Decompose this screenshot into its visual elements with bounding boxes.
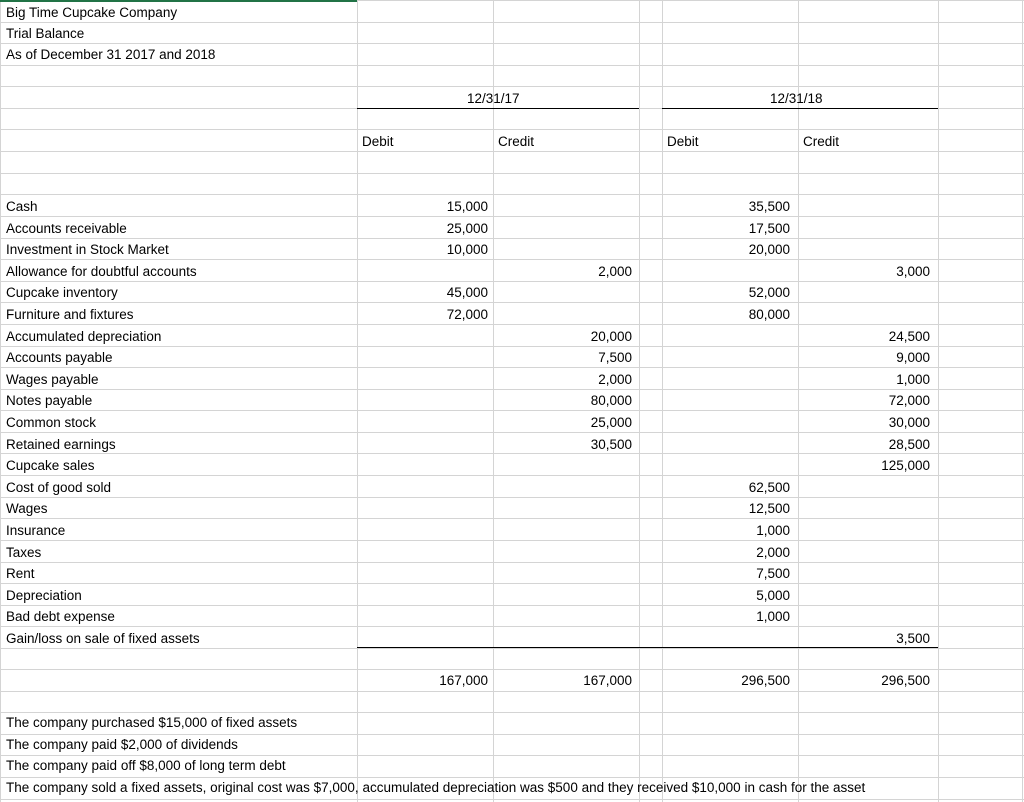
note-debt-payoff[interactable]: The company paid off $8,000 of long term debt bbox=[6, 758, 286, 773]
amount-cell-d18[interactable]: 62,500 bbox=[748, 480, 790, 495]
debit-2018-header[interactable]: Debit bbox=[667, 134, 699, 149]
date-2017-header[interactable]: 12/31/17 bbox=[467, 91, 520, 106]
row-gridline bbox=[0, 540, 1024, 541]
amount-cell-c18[interactable]: 28,500 bbox=[888, 437, 930, 452]
amount-cell-c17[interactable]: 25,000 bbox=[590, 415, 632, 430]
row-gridline bbox=[0, 691, 1024, 692]
row-gridline bbox=[0, 648, 1024, 649]
total-debit-2018[interactable]: 296,500 bbox=[741, 673, 790, 688]
amount-cell-d17[interactable]: 10,000 bbox=[446, 242, 488, 257]
amount-cell-d18[interactable]: 80,000 bbox=[748, 307, 790, 322]
amount-cell-d17[interactable]: 25,000 bbox=[446, 221, 488, 236]
row-gridline bbox=[0, 238, 1024, 239]
account-label[interactable]: Bad debt expense bbox=[6, 609, 115, 624]
row-gridline bbox=[0, 43, 1024, 44]
amount-cell-c18[interactable]: 1,000 bbox=[896, 372, 930, 387]
row-gridline bbox=[0, 259, 1024, 260]
row-gridline bbox=[0, 734, 1024, 735]
column-gridline bbox=[938, 0, 939, 802]
row-gridline bbox=[0, 562, 1024, 563]
company-name-cell[interactable]: Big Time Cupcake Company bbox=[6, 5, 178, 20]
row-gridline bbox=[0, 410, 1024, 411]
amount-cell-c17[interactable]: 20,000 bbox=[590, 329, 632, 344]
total-credit-2018[interactable]: 296,500 bbox=[881, 673, 930, 688]
row-gridline bbox=[0, 432, 1024, 433]
account-label[interactable]: Retained earnings bbox=[6, 437, 116, 452]
row-gridline bbox=[0, 605, 1024, 606]
amount-cell-d18[interactable]: 1,000 bbox=[756, 523, 790, 538]
selection-indicator bbox=[0, 0, 357, 2]
amount-cell-d17[interactable]: 45,000 bbox=[446, 285, 488, 300]
column-gridline bbox=[798, 0, 799, 802]
column-gridline bbox=[639, 0, 640, 802]
amount-cell-d18[interactable]: 7,500 bbox=[756, 566, 790, 581]
date-2018-underline bbox=[662, 108, 938, 109]
row-gridline bbox=[0, 324, 1024, 325]
row-gridline bbox=[0, 799, 1024, 800]
note-dividends[interactable]: The company paid $2,000 of dividends bbox=[6, 737, 238, 752]
row-gridline bbox=[0, 475, 1024, 476]
date-2018-header[interactable]: 12/31/18 bbox=[770, 91, 823, 106]
amount-cell-d18[interactable]: 52,000 bbox=[748, 285, 790, 300]
column-gridline bbox=[662, 0, 663, 802]
column-gridline bbox=[493, 0, 494, 802]
amount-cell-c18[interactable]: 3,500 bbox=[896, 631, 930, 646]
account-label[interactable]: Cupcake inventory bbox=[6, 285, 118, 300]
row-gridline bbox=[0, 22, 1024, 23]
amount-cell-c17[interactable]: 2,000 bbox=[598, 372, 632, 387]
amount-cell-d18[interactable]: 1,000 bbox=[756, 609, 790, 624]
row-gridline bbox=[0, 151, 1024, 152]
row-gridline bbox=[0, 367, 1024, 368]
note-fixed-assets-purchase[interactable]: The company purchased $15,000 of fixed assets bbox=[6, 715, 298, 730]
row-gridline bbox=[0, 712, 1024, 713]
account-label[interactable]: Gain/loss on sale of fixed assets bbox=[6, 631, 200, 646]
column-gridline bbox=[0, 0, 1, 802]
total-debit-2017[interactable]: 167,000 bbox=[439, 673, 488, 688]
amount-cell-d17[interactable]: 15,000 bbox=[446, 199, 488, 214]
account-label[interactable]: Rent bbox=[6, 566, 35, 581]
column-gridline bbox=[357, 0, 358, 802]
amount-cell-d18[interactable]: 17,500 bbox=[748, 221, 790, 236]
account-label[interactable]: Accounts payable bbox=[6, 350, 113, 365]
row-gridline bbox=[0, 755, 1024, 756]
totals-rule bbox=[357, 647, 938, 648]
account-label[interactable]: Wages bbox=[6, 501, 48, 516]
row-gridline bbox=[0, 302, 1024, 303]
amount-cell-d18[interactable]: 12,500 bbox=[748, 501, 790, 516]
report-title-cell[interactable]: Trial Balance bbox=[6, 26, 85, 41]
amount-cell-d18[interactable]: 5,000 bbox=[756, 588, 790, 603]
account-label[interactable]: Taxes bbox=[6, 545, 42, 560]
row-gridline bbox=[0, 518, 1024, 519]
amount-cell-c18[interactable]: 30,000 bbox=[888, 415, 930, 430]
row-gridline bbox=[0, 65, 1024, 66]
account-label[interactable]: Furniture and fixtures bbox=[6, 307, 134, 322]
column-gridline bbox=[1022, 0, 1023, 802]
row-gridline bbox=[0, 86, 1024, 87]
row-gridline bbox=[0, 194, 1024, 195]
date-2017-underline bbox=[357, 108, 639, 109]
account-label[interactable]: Notes payable bbox=[6, 393, 93, 408]
total-credit-2017[interactable]: 167,000 bbox=[583, 673, 632, 688]
account-label[interactable]: Insurance bbox=[6, 523, 66, 538]
report-period-cell[interactable]: As of December 31 2017 and 2018 bbox=[6, 47, 216, 62]
amount-cell-d17[interactable]: 72,000 bbox=[446, 307, 488, 322]
row-gridline bbox=[0, 777, 1024, 778]
amount-cell-c18[interactable]: 72,000 bbox=[888, 393, 930, 408]
amount-cell-d18[interactable]: 20,000 bbox=[748, 242, 790, 257]
account-label[interactable]: Investment in Stock Market bbox=[6, 242, 169, 257]
amount-cell-c18[interactable]: 3,000 bbox=[896, 264, 930, 279]
row-gridline bbox=[0, 216, 1024, 217]
amount-cell-d18[interactable]: 35,500 bbox=[748, 199, 790, 214]
amount-cell-d18[interactable]: 2,000 bbox=[756, 545, 790, 560]
amount-cell-c17[interactable]: 2,000 bbox=[598, 264, 632, 279]
row-gridline bbox=[0, 281, 1024, 282]
amount-cell-c17[interactable]: 30,500 bbox=[590, 437, 632, 452]
amount-cell-c18[interactable]: 9,000 bbox=[896, 350, 930, 365]
amount-cell-c18[interactable]: 24,500 bbox=[888, 329, 930, 344]
row-gridline bbox=[0, 626, 1024, 627]
row-gridline bbox=[0, 346, 1024, 347]
account-label[interactable]: Accumulated depreciation bbox=[6, 329, 162, 344]
row-gridline bbox=[0, 669, 1024, 670]
row-gridline bbox=[0, 173, 1024, 174]
account-label[interactable]: Cash bbox=[6, 199, 38, 214]
account-label[interactable]: Common stock bbox=[6, 415, 97, 430]
account-label[interactable]: Depreciation bbox=[6, 588, 82, 603]
account-label[interactable]: Cupcake sales bbox=[6, 458, 95, 473]
amount-cell-c17[interactable]: 7,500 bbox=[598, 350, 632, 365]
account-label[interactable]: Allowance for doubtful accounts bbox=[6, 264, 197, 279]
note-asset-sale[interactable]: The company sold a fixed assets, original cost was $7,000, accumulated depreciation was $500 and they received $10,000 in cash for the asset bbox=[6, 780, 866, 795]
row-gridline bbox=[0, 453, 1024, 454]
row-gridline bbox=[0, 497, 1024, 498]
row-gridline bbox=[0, 389, 1024, 390]
account-label[interactable]: Wages payable bbox=[6, 372, 99, 387]
account-label[interactable]: Cost of good sold bbox=[6, 480, 112, 495]
credit-2017-header[interactable]: Credit bbox=[498, 134, 535, 149]
row-gridline bbox=[0, 583, 1024, 584]
amount-cell-c17[interactable]: 80,000 bbox=[590, 393, 632, 408]
debit-2017-header[interactable]: Debit bbox=[362, 134, 394, 149]
row-gridline bbox=[0, 129, 1024, 130]
account-label[interactable]: Accounts receivable bbox=[6, 221, 127, 236]
credit-2018-header[interactable]: Credit bbox=[803, 134, 840, 149]
amount-cell-c18[interactable]: 125,000 bbox=[881, 458, 930, 473]
